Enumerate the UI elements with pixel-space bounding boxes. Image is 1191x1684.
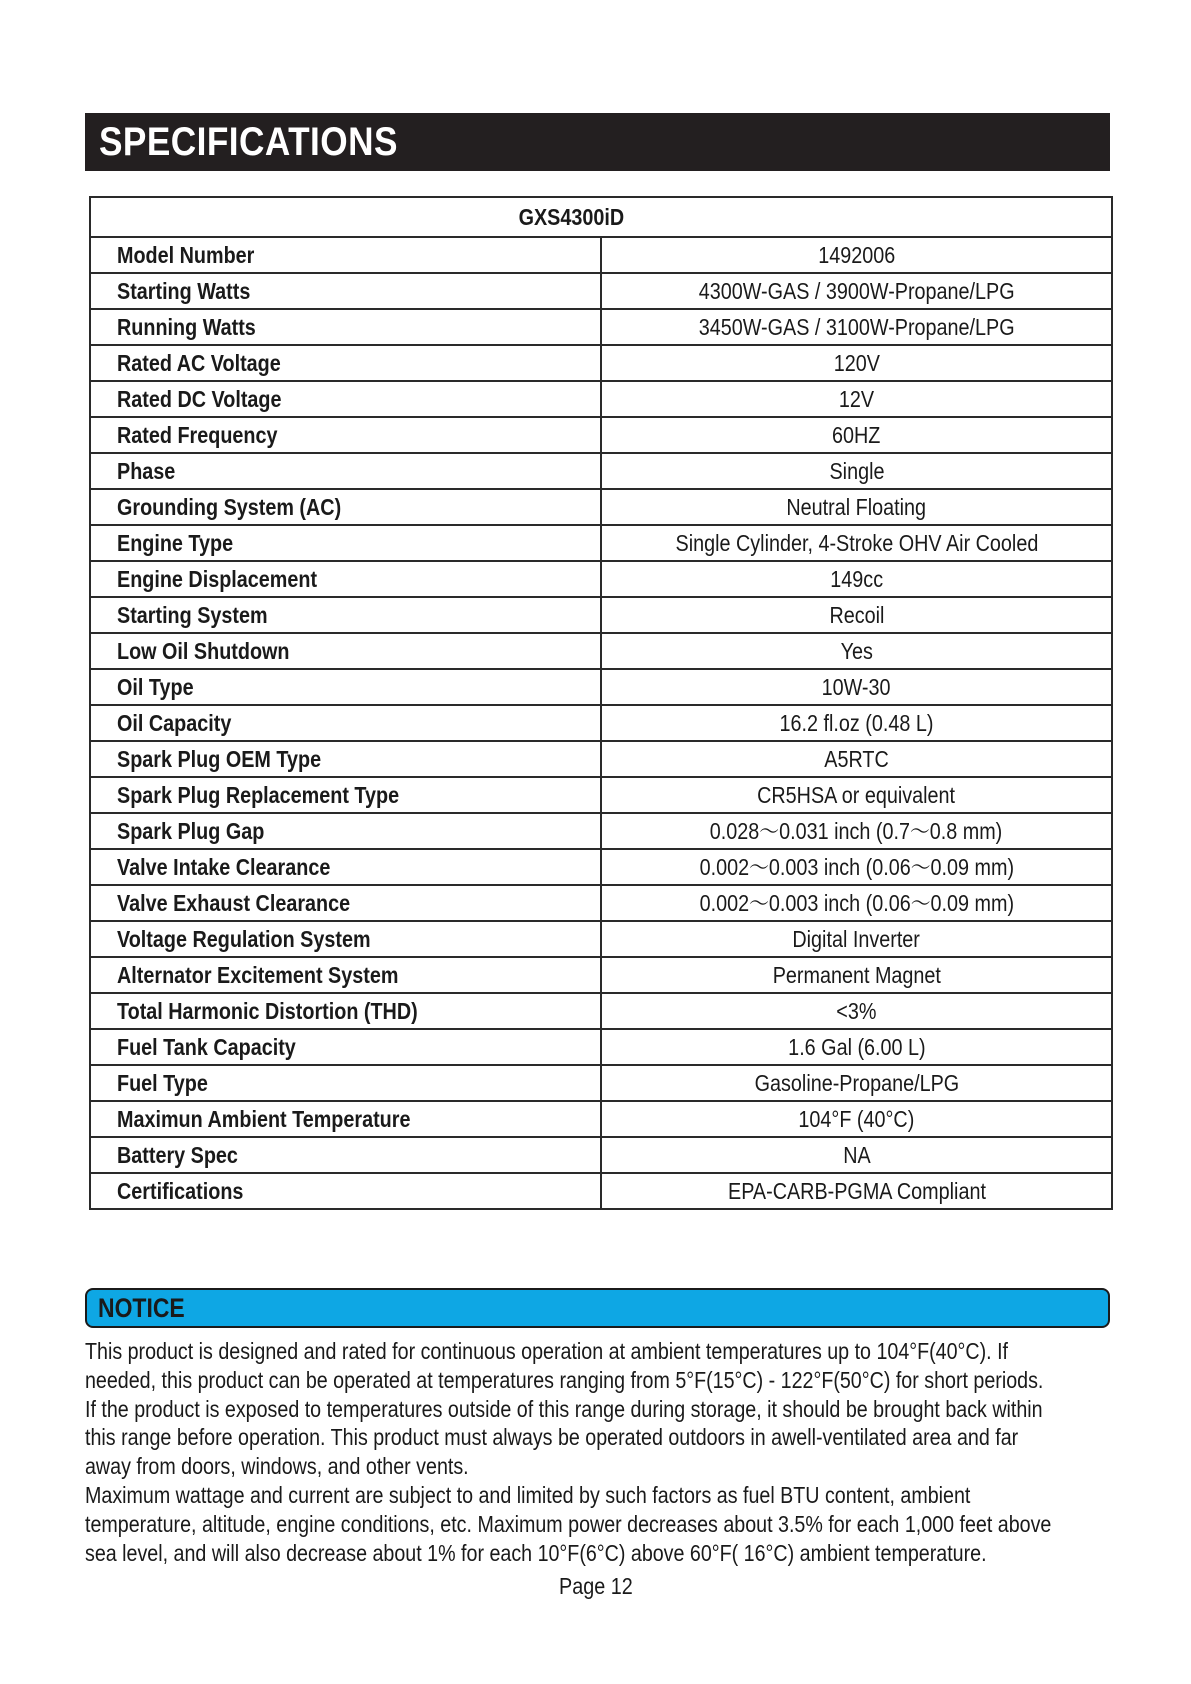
table-row bbox=[90, 489, 1112, 525]
spec-label: Valve Intake Clearance bbox=[90, 849, 601, 885]
spec-label: Model Number bbox=[90, 237, 601, 273]
notice-line: If the product is exposed to temperatures outside of this range during storage, it should be brought back within bbox=[85, 1395, 1043, 1422]
spec-label: Oil Capacity bbox=[90, 705, 601, 741]
notice-line: away from doors, windows, and other vents. bbox=[85, 1453, 469, 1480]
table-row bbox=[90, 957, 1112, 993]
spec-value: Neutral Floating bbox=[601, 489, 1112, 525]
table-row bbox=[90, 741, 1112, 777]
notice-text bbox=[85, 1337, 1125, 1567]
notice-line: This product is designed and rated for continuous operation at ambient temperatures up to 104°F(40°C). If bbox=[85, 1338, 1009, 1364]
table-row bbox=[90, 849, 1112, 885]
spec-value: 1.6 Gal (6.00 L) bbox=[601, 1029, 1112, 1065]
spec-value: CR5HSA or equivalent bbox=[601, 777, 1112, 813]
spec-value: Single Cylinder, 4-Stroke OHV Air Cooled bbox=[601, 525, 1112, 561]
spec-table-body bbox=[90, 237, 1112, 1209]
table-row bbox=[90, 561, 1112, 597]
spec-label: Spark Plug OEM Type bbox=[90, 741, 601, 777]
model-header: GXS4300iD bbox=[90, 197, 1112, 237]
spec-value: Digital Inverter bbox=[601, 921, 1112, 957]
spec-value: 104°F (40°C) bbox=[601, 1101, 1112, 1137]
spec-label: Rated AC Voltage bbox=[90, 345, 601, 381]
table-row bbox=[90, 885, 1112, 921]
spec-value: 3450W-GAS / 3100W-Propane/LPG bbox=[601, 309, 1112, 345]
table-row bbox=[90, 1065, 1112, 1101]
spec-label: Running Watts bbox=[90, 309, 601, 345]
spec-label: Certifications bbox=[90, 1173, 601, 1209]
table-row bbox=[90, 345, 1112, 381]
spec-value: 0.002～0.003 inch (0.06～0.09 mm) bbox=[601, 849, 1112, 885]
spec-value: 0.002～0.003 inch (0.06～0.09 mm) bbox=[601, 885, 1112, 921]
spec-label: Fuel Tank Capacity bbox=[90, 1029, 601, 1065]
notice-line: needed, this product can be operated at temperatures ranging from 5°F(15°C) - 122°F(50°C) for short periods. bbox=[85, 1366, 1044, 1393]
notice-line: temperature, altitude, engine conditions, etc. Maximum power decreases about 3.5% for each 1,000 feet above bbox=[85, 1510, 1052, 1537]
spec-value: Permanent Magnet bbox=[601, 957, 1112, 993]
spec-value: A5RTC bbox=[601, 741, 1112, 777]
spec-label: Battery Spec bbox=[90, 1137, 601, 1173]
spec-value: Yes bbox=[601, 633, 1112, 669]
spec-value: 16.2 fl.oz (0.48 L) bbox=[601, 705, 1112, 741]
spec-value: 120V bbox=[601, 345, 1112, 381]
spec-label: Engine Displacement bbox=[90, 561, 601, 597]
spec-value: 10W-30 bbox=[601, 669, 1112, 705]
spec-value: Gasoline-Propane/LPG bbox=[601, 1065, 1112, 1101]
spec-value: Recoil bbox=[601, 597, 1112, 633]
table-row bbox=[90, 309, 1112, 345]
spec-label: Fuel Type bbox=[90, 1065, 601, 1101]
notice-line: Maximum wattage and current are subject to and limited by such factors as fuel BTU content, ambient bbox=[85, 1481, 971, 1508]
table-row bbox=[90, 633, 1112, 669]
notice-line: sea level, and will also decrease about 1% for each 10°F(6°C) above 60°F( 16°C) ambient temperature. bbox=[85, 1539, 987, 1566]
notice-line: this range before operation. This product must always be operated outdoors in awell-ventilated area and far bbox=[85, 1424, 1019, 1451]
spec-label: Phase bbox=[90, 453, 601, 489]
table-row bbox=[90, 453, 1112, 489]
spec-value: 60HZ bbox=[601, 417, 1112, 453]
table-row bbox=[90, 993, 1112, 1029]
spec-label: Valve Exhaust Clearance bbox=[90, 885, 601, 921]
spec-value: 149cc bbox=[601, 561, 1112, 597]
table-row bbox=[90, 1173, 1112, 1209]
spec-value: 0.028～0.031 inch (0.7～0.8 mm) bbox=[601, 813, 1112, 849]
spec-label: Grounding System (AC) bbox=[90, 489, 601, 525]
spec-label: Alternator Excitement System bbox=[90, 957, 601, 993]
spec-label: Voltage Regulation System bbox=[90, 921, 601, 957]
table-row bbox=[90, 705, 1112, 741]
spec-value: Single bbox=[601, 453, 1112, 489]
table-row bbox=[90, 381, 1112, 417]
notice-heading: NOTICE bbox=[98, 1292, 185, 1323]
table-row bbox=[90, 273, 1112, 309]
spec-table-header-row bbox=[90, 197, 1112, 237]
spec-label: Low Oil Shutdown bbox=[90, 633, 601, 669]
spec-value: 1492006 bbox=[601, 237, 1112, 273]
table-row bbox=[90, 1101, 1112, 1137]
spec-value: <3% bbox=[601, 993, 1112, 1029]
page-title: SPECIFICATIONS bbox=[99, 119, 398, 164]
table-row bbox=[90, 813, 1112, 849]
table-row bbox=[90, 1137, 1112, 1173]
table-row bbox=[90, 597, 1112, 633]
table-row bbox=[90, 669, 1112, 705]
spec-label: Engine Type bbox=[90, 525, 601, 561]
spec-label: Maximun Ambient Temperature bbox=[90, 1101, 601, 1137]
table-row bbox=[90, 417, 1112, 453]
table-row bbox=[90, 237, 1112, 273]
spec-value: 12V bbox=[601, 381, 1112, 417]
spec-label: Spark Plug Replacement Type bbox=[90, 777, 601, 813]
spec-table bbox=[89, 196, 1113, 1210]
section-title-bar bbox=[85, 113, 1110, 171]
spec-value: EPA-CARB-PGMA Compliant bbox=[601, 1173, 1112, 1209]
spec-value: 4300W-GAS / 3900W-Propane/LPG bbox=[601, 273, 1112, 309]
spec-value: NA bbox=[601, 1137, 1112, 1173]
spec-label: Total Harmonic Distortion (THD) bbox=[90, 993, 601, 1029]
spec-label: Rated DC Voltage bbox=[90, 381, 601, 417]
table-row bbox=[90, 777, 1112, 813]
spec-label: Oil Type bbox=[90, 669, 601, 705]
spec-label: Rated Frequency bbox=[90, 417, 601, 453]
table-row bbox=[90, 1029, 1112, 1065]
notice-bar bbox=[85, 1288, 1110, 1328]
spec-label: Spark Plug Gap bbox=[90, 813, 601, 849]
table-row bbox=[90, 921, 1112, 957]
spec-label: Starting Watts bbox=[90, 273, 601, 309]
table-row bbox=[90, 525, 1112, 561]
spec-label: Starting System bbox=[90, 597, 601, 633]
page-number: Page 12 bbox=[558, 1573, 633, 1599]
